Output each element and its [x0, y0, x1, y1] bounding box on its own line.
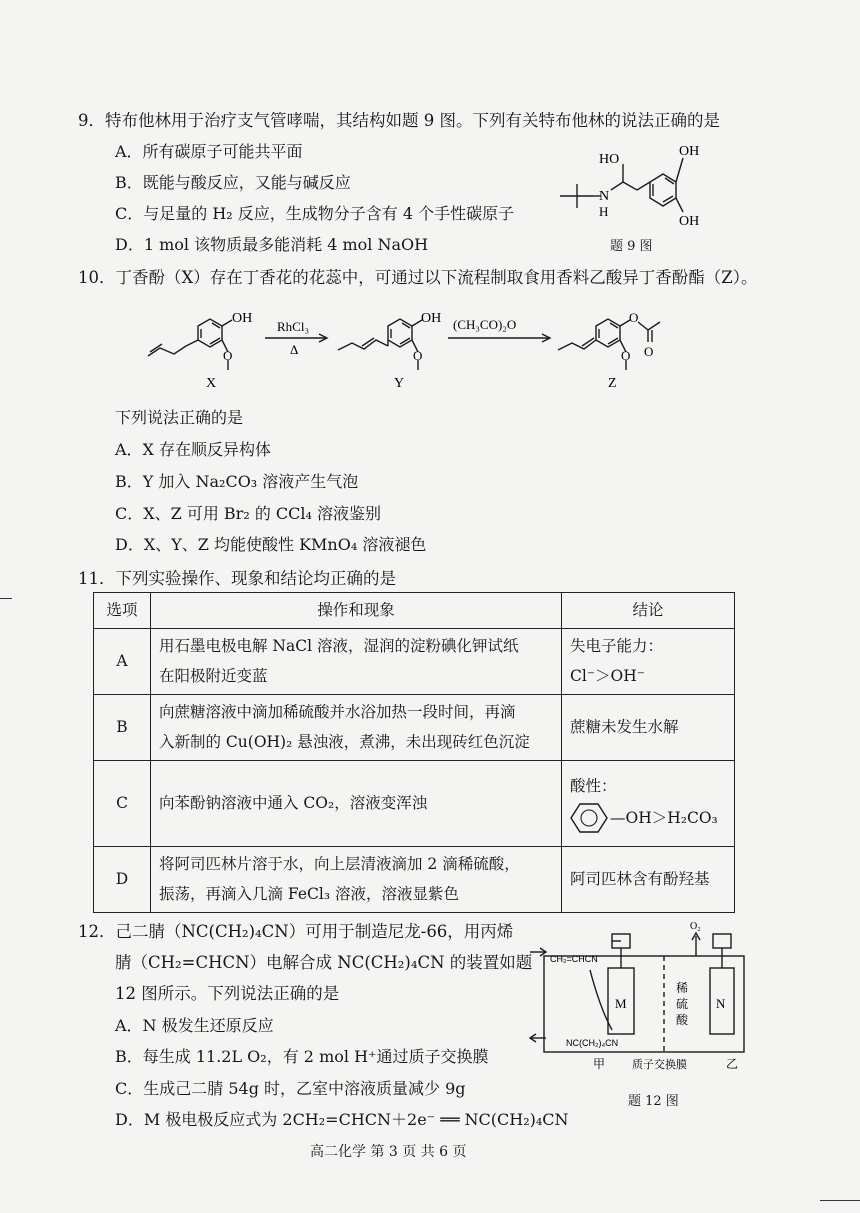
- table-row: [94, 761, 735, 847]
- operation-line: 将阿司匹林片溶于水，向上层清液滴加 2 滴稀硫酸，: [159, 855, 520, 874]
- compound-y-label: Y: [394, 376, 405, 391]
- conclusion-line: 酸性：: [570, 776, 617, 795]
- experiment-table: [93, 592, 735, 913]
- outlet-label: NC(CH₂)₄CN: [566, 1038, 619, 1048]
- operation-line: 振荡，再滴入几滴 FeCl₃ 溶液，溶液显紫色: [159, 884, 459, 903]
- table-header-row: [94, 593, 735, 629]
- row-option: D: [94, 847, 151, 913]
- compound-z-label: Z: [608, 376, 617, 391]
- row-operation: [151, 761, 562, 847]
- q9-stem: 9．特布他林用于治疗支气管哮喘，其结构如题 9 图。下列有关特布他林的说法正确的是: [78, 111, 720, 130]
- q10-option-d: D．X、Y、Z 均能使酸性 KMnO₄ 溶液褪色: [115, 535, 427, 554]
- x-o-label: O: [223, 348, 233, 363]
- q12-option-d: D．M 极电极反应式为 2CH₂=CHCN＋2e⁻ ══ NC(CH₂)₄CN: [115, 1110, 569, 1129]
- condition-heat: Δ: [290, 342, 299, 357]
- electrolysis-apparatus-figure: [528, 918, 760, 1070]
- row-option: B: [94, 695, 151, 761]
- q12-option-b: B．每生成 11.2L O₂，有 2 mol H⁺通过质子交换膜: [115, 1047, 489, 1066]
- table-row: [94, 847, 735, 913]
- conclusion-line: —OH＞H₂CO₃: [610, 808, 718, 827]
- q10-option-c: C．X、Z 可用 Br₂ 的 CCl₄ 溶液鉴别: [115, 504, 382, 523]
- operation-line: 入新制的 Cu(OH)₂ 悬浊液，煮沸，未出现砖红色沉淀: [159, 732, 530, 751]
- q10-option-b: B．Y 加入 Na₂CO₃ 溶液产生气泡: [115, 472, 359, 491]
- q10-reaction-scheme: [140, 300, 700, 392]
- q12-stem-line: 12．己二腈（NC(CH₂)₄CN）可用于制造尼龙-66，用丙烯: [78, 922, 514, 941]
- z-o-methoxy-label: O: [621, 348, 631, 363]
- q12-option-c: C．生成己二腈 54g 时，乙室中溶液质量减少 9g: [115, 1079, 466, 1098]
- benzene-ring-icon: [570, 801, 610, 835]
- electrode-m-label: M: [615, 996, 627, 1011]
- q10-option-a: A．X 存在顺反异构体: [115, 440, 272, 459]
- acid-char-2: 硫: [676, 997, 689, 1011]
- q9-fig-oh-top: OH: [679, 144, 700, 159]
- header-conclusion: 结论: [562, 593, 735, 629]
- scan-edge-mark: [820, 1200, 860, 1201]
- acidity-compare: [570, 801, 726, 835]
- table-row: [94, 629, 735, 695]
- q9-fig-h: H: [599, 204, 609, 219]
- q12-stem-line: 12 图所示。下列说法正确的是: [115, 984, 340, 1003]
- operation-line: 在阳极附近变蓝: [159, 666, 268, 685]
- q9-option-a: A．所有碳原子可能共平面: [115, 142, 303, 161]
- y-oh-label: OH: [421, 311, 442, 326]
- compound-x-label: X: [206, 376, 217, 391]
- q9-option-b: B．既能与酸反应，又能与碱反应: [115, 173, 351, 192]
- scan-edge-mark: [0, 598, 12, 599]
- electrode-n-label: N: [716, 996, 726, 1011]
- chamber-jia-label: 甲: [593, 1057, 606, 1070]
- q9-fig-ho: HO: [599, 152, 620, 167]
- acid-char-3: 酸: [676, 1013, 689, 1027]
- row-option: C: [94, 761, 151, 847]
- row-conclusion: [562, 629, 735, 695]
- conclusion-line: 失电子能力：: [570, 637, 664, 656]
- z-o-ester-label: O: [629, 310, 639, 325]
- q10-stem: 10．丁香酚（X）存在丁香花的花蕊中，可通过以下流程制取食用香料乙酸异丁香酚酯（Z）。: [78, 268, 758, 287]
- row-conclusion: [562, 695, 735, 761]
- inlet-label: CH₂=CHCN: [550, 954, 598, 964]
- row-operation: [151, 695, 562, 761]
- operation-line: 向苯酚钠溶液中通入 CO₂，溶液变浑浊: [159, 793, 428, 812]
- page-footer: 高二化学 第 3 页 共 6 页: [310, 1144, 467, 1160]
- reagent-rhcl3: RhCl₃: [277, 319, 309, 334]
- reagent-acetic-anhydride: (CH₃CO)₂O: [453, 317, 517, 332]
- chamber-yi-label: 乙: [726, 1057, 739, 1070]
- conclusion-line: Cl⁻＞OH⁻: [570, 666, 645, 685]
- q12-option-a: A．N 极发生还原反应: [115, 1016, 274, 1035]
- q9-option-d: D．1 mol 该物质最多能消耗 4 mol NaOH: [115, 235, 429, 254]
- conclusion-line: 蔗糖未发生水解: [570, 718, 679, 737]
- q9-fig-n: N: [599, 189, 610, 204]
- header-option: 选项: [94, 593, 151, 629]
- q10-intro: 下列说法正确的是: [115, 408, 244, 427]
- q11-stem: 11．下列实验操作、现象和结论均正确的是: [78, 569, 396, 588]
- row-conclusion: [562, 761, 735, 847]
- operation-line: 向蔗糖溶液中滴加稀硫酸并水浴加热一段时间，再滴: [159, 703, 516, 722]
- y-o-label: O: [413, 348, 423, 363]
- x-oh-label: OH: [232, 311, 253, 326]
- o2-label: O₂: [690, 921, 701, 932]
- q12-figure-caption: 题 12 图: [628, 1094, 679, 1109]
- row-conclusion: [562, 847, 735, 913]
- q12-stem-line: 腈（CH₂=CHCN）电解合成 NC(CH₂)₄CN 的装置如题: [115, 953, 533, 972]
- q9-fig-oh-bottom: OH: [679, 214, 700, 229]
- table-row: [94, 695, 735, 761]
- row-option: A: [94, 629, 151, 695]
- q9-figure-caption: 题 9 图: [610, 239, 653, 254]
- acid-char-1: 稀: [676, 981, 689, 995]
- terbutaline-structure-figure: [555, 136, 725, 231]
- operation-line: 用石墨电极电解 NaCl 溶液，湿润的淀粉碘化钾试纸: [159, 637, 519, 656]
- header-operation: 操作和现象: [151, 593, 562, 629]
- q9-option-c: C．与足量的 H₂ 反应，生成物分子含有 4 个手性碳原子: [115, 204, 515, 223]
- conclusion-line: 阿司匹林含有酚羟基: [570, 869, 710, 888]
- z-o-carbonyl-label: O: [644, 344, 654, 359]
- row-operation: [151, 847, 562, 913]
- membrane-label: 质子交换膜: [632, 1059, 687, 1070]
- row-operation: [151, 629, 562, 695]
